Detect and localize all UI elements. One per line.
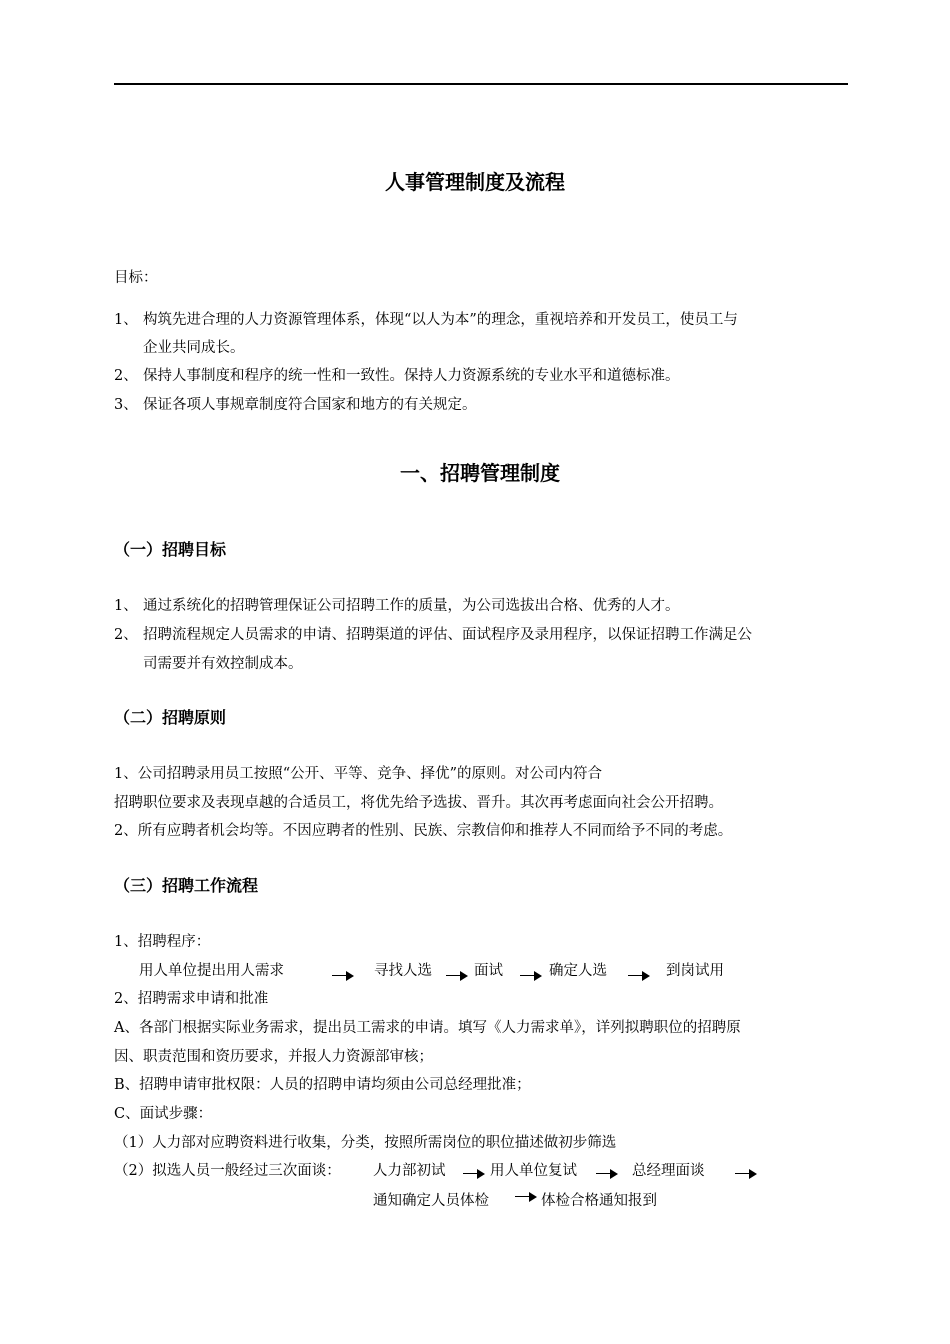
arrow-right-icon [515, 1187, 537, 1207]
flow-step: 确定人选 [549, 963, 607, 979]
principle-line: 2、所有应聘者机会均等。不因应聘者的性别、民族、宗教信仰和推荐人不同而给予不同的考虑。 [114, 823, 733, 839]
flow-step: 人力部初试 [373, 1163, 446, 1179]
arrow-right-icon [628, 966, 650, 986]
list-number: 1、 [114, 598, 138, 614]
list-text: 通过系统化的招聘管理保证公司招聘工作的质量，为公司选拔出合格、优秀的人才。 [143, 598, 680, 614]
header-rule [114, 83, 848, 85]
flow-step: 用人单位提出用人需求 [139, 963, 284, 979]
section-heading: 一、招聘管理制度 [400, 461, 560, 485]
list-text-continued: 司需要并有效控制成本。 [143, 656, 303, 672]
list-text: 保证各项人事规章制度符合国家和地方的有关规定。 [143, 397, 477, 413]
notification-flow [0, 1191, 950, 1211]
item-a-line: 因、职责范围和资历要求，并报人力资源部审核； [114, 1049, 433, 1065]
goal-item-1 [0, 310, 950, 330]
arrow-right-icon [735, 1164, 757, 1184]
list-text: 保持人事制度和程序的统一性和一致性。保持人力资源系统的专业水平和道德标准。 [143, 368, 680, 384]
flow-step: 面试 [474, 963, 503, 979]
recruit-goal-item-1 [0, 596, 950, 616]
interview-step-2-label: （2）拟选人员一般经过三次面谈： [114, 1163, 341, 1179]
flow-step: 寻找人选 [374, 963, 432, 979]
recruitment-flow [0, 961, 950, 981]
arrow-right-icon [520, 966, 542, 986]
list-number: 3、 [114, 397, 138, 413]
principle-line: 招聘职位要求及表现卓越的合适员工，将优先给予选拔、晋升。其次再考虑面向社会公开招聘。 [114, 795, 723, 811]
item-c-label: C、面试步骤： [114, 1106, 213, 1122]
subsection-heading-principles: （二）招聘原则 [114, 708, 227, 727]
item-b-line: B、招聘申请审批权限：人员的招聘申请均须由公司总经理批准； [114, 1077, 531, 1093]
goal-label: 目标： [114, 270, 158, 286]
list-text-continued: 企业共同成长。 [143, 340, 245, 356]
procedure-label: 1、招聘程序： [114, 934, 211, 950]
principle-line: 1、公司招聘录用员工按照“公开、平等、竞争、择优”的原则。对公司内符合 [114, 766, 603, 782]
list-number: 1、 [114, 312, 138, 328]
flow-step: 用人单位复试 [490, 1163, 577, 1179]
subsection-heading-goals: （一）招聘目标 [114, 540, 227, 559]
flow-step: 通知确定人员体检 [373, 1193, 489, 1209]
interview-step-2 [0, 1161, 950, 1181]
interview-step-1: （1）人力部对应聘资料进行收集，分类，按照所需岗位的职位描述做初步筛选 [114, 1135, 617, 1151]
goal-item-2 [0, 366, 950, 386]
arrow-right-icon [596, 1164, 618, 1184]
request-label: 2、招聘需求申请和批准 [114, 991, 269, 1007]
goal-item-3 [0, 395, 950, 415]
arrow-right-icon [463, 1164, 485, 1184]
flow-step: 到岗试用 [666, 963, 724, 979]
list-text: 招聘流程规定人员需求的申请、招聘渠道的评估、面试程序及录用程序，以保证招聘工作满足公 [143, 627, 752, 643]
list-text: 构筑先进合理的人力资源管理体系，体现“以人为本”的理念，重视培养和开发员工，使员工与 [143, 312, 738, 328]
item-a-line: A、各部门根据实际业务需求，提出员工需求的申请。填写《人力需求单》，详列拟聘职位的招聘原 [114, 1020, 741, 1036]
flow-step: 总经理面谈 [632, 1163, 705, 1179]
list-number: 2、 [114, 368, 138, 384]
arrow-right-icon [332, 966, 354, 986]
list-number: 2、 [114, 627, 138, 643]
recruit-goal-item-2 [0, 625, 950, 645]
flow-step: 体检合格通知报到 [541, 1193, 657, 1209]
document-title: 人事管理制度及流程 [385, 170, 565, 194]
subsection-heading-process: （三）招聘工作流程 [114, 876, 259, 895]
arrow-right-icon [446, 966, 468, 986]
